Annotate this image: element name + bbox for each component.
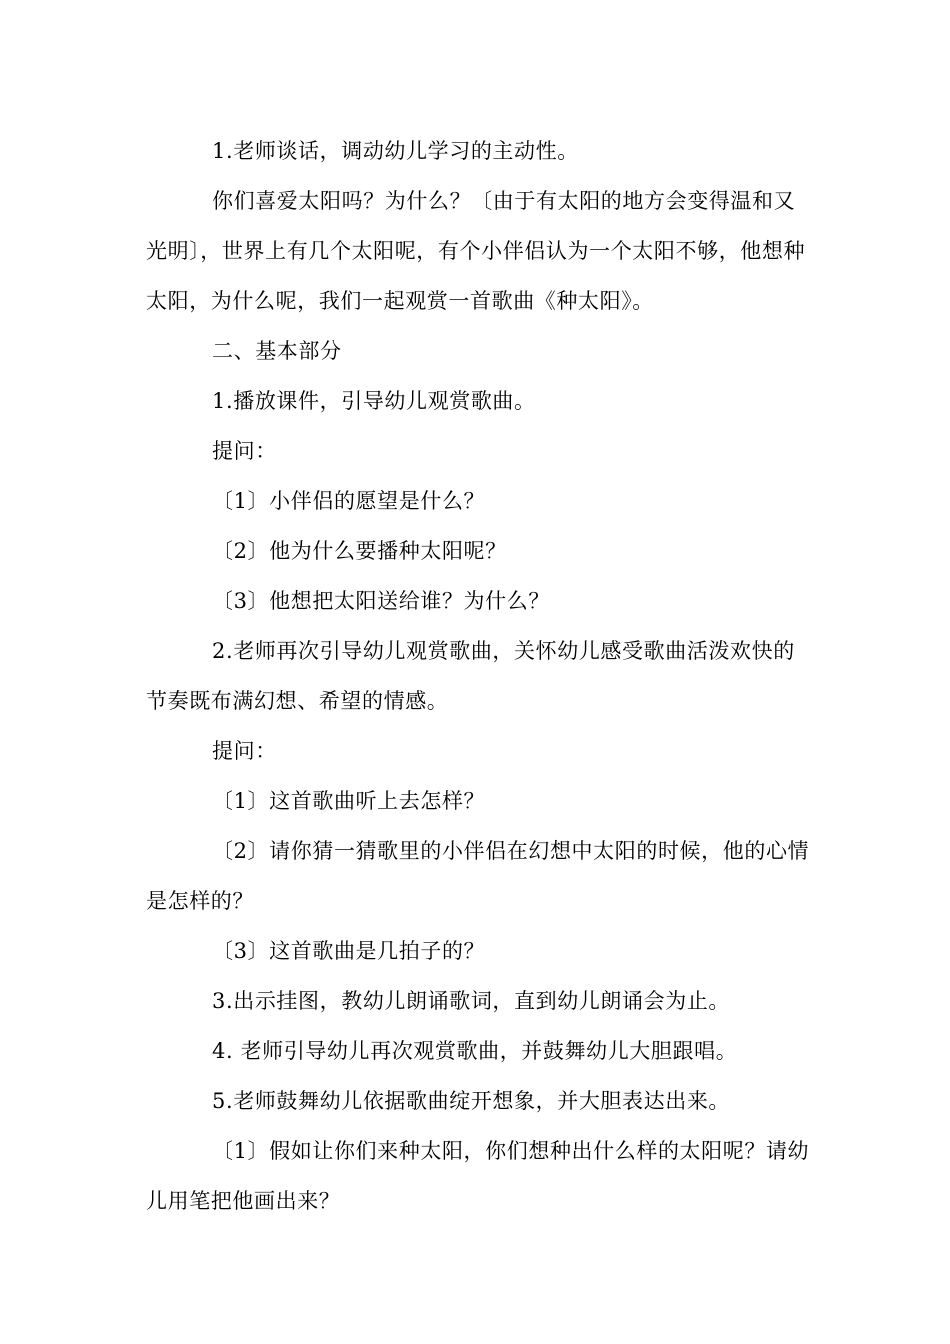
paragraph-6: 〔1〕小伴侣的愿望是什么？ [212,489,486,513]
paragraph-10: 提问： [212,739,277,763]
paragraph-7: 〔2〕他为什么要播种太阳呢？ [212,539,507,563]
paragraph-11: 〔1〕这首歌曲听上去怎样？ [212,789,486,813]
paragraph-5: 提问： [212,439,277,463]
paragraph-4: 1.播放课件，引导幼儿观赏歌曲。 [212,389,536,413]
paragraph-17: 〔1〕假如让你们来种太阳，你们想种出什么样的太阳呢？请幼儿用笔把他画出来？ [146,1139,810,1213]
paragraph-8: 〔3〕他想把太阳送给谁？为什么？ [212,589,550,613]
paragraph-12: 〔2〕请你猜一猜歌里的小伴侣在幻想中太阳的时候，他的心情是怎样的？ [146,839,810,913]
paragraph-14: 3.出示挂图，教幼儿朗诵歌词，直到幼儿朗诵会为止。 [212,989,731,1013]
paragraph-13: 〔3〕这首歌曲是几拍子的？ [212,939,486,963]
paragraph-9: 2.老师再次引导幼儿观赏歌曲，关怀幼儿感受歌曲活泼欢快的节奏既布满幻想、希望的情感。 [146,639,795,713]
paragraph-2: 你们喜爱太阳吗？为什么？〔由于有太阳的地方会变得温和又光明〕，世界上有几个太阳呢，有个小伴侣认为一个太阳不够，他想种太阳，为什么呢，我们一起观赏一首歌曲《种太阳》。 [146,189,806,313]
paragraph-15: 4. 老师引导幼儿再次观赏歌曲，并鼓舞幼儿大胆跟唱。 [212,1039,738,1063]
paragraph-1: 1.老师谈话，调动幼儿学习的主动性。 [212,139,579,163]
paragraph-16: 5.老师鼓舞幼儿依据歌曲绽开想象，并大胆表达出来。 [212,1089,731,1113]
section-heading: 二、基本部分 [212,339,342,363]
